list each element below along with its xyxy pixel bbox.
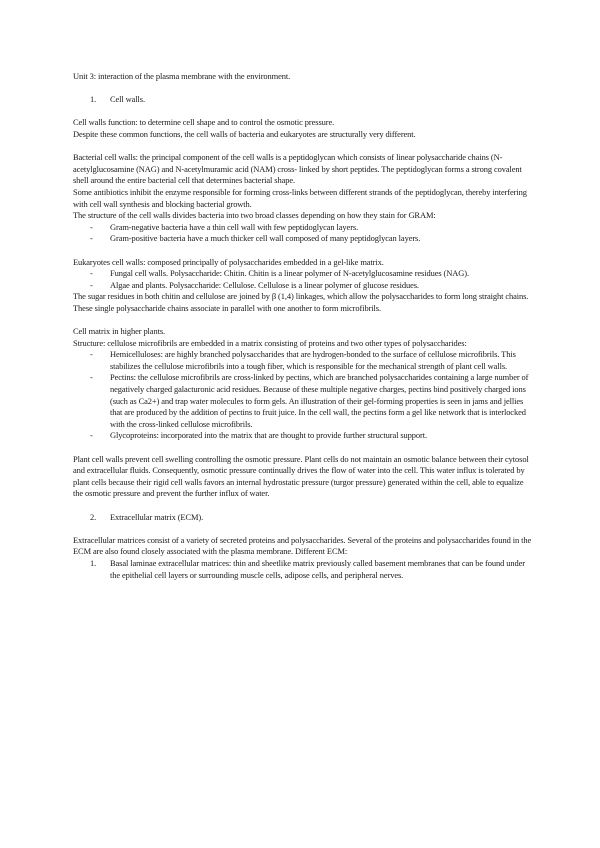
dash-bullet: - — [90, 349, 93, 360]
document-body — [73, 71, 533, 581]
list-item — [73, 372, 533, 430]
list-item — [73, 280, 533, 292]
paragraph-plant-osmotic: Plant cell walls prevent cell swelling controlling the osmotic pressure. Plant cells do not maintain an osmotic balance between their cytosol and extracellular fluids. Consequently, osmotic pressure continually drives the flow of water into the cell. This water influx is tolerated by plant cells because their rigid cell walls favors an internal hydrostatic pressure (turgor pressure) generated within the cell, able to equalize the osmotic pressure and prevent the further influx of water. — [73, 453, 529, 499]
list-item-text: Algae and plants. Polysaccharide: Cellulose. Cellulose is a linear polymer of glucose residues. — [110, 279, 419, 290]
item-number: 1. — [90, 557, 97, 568]
list-item-text: Gram-positive bacteria have a much thicker cell wall composed of many peptidoglycan layers. — [110, 233, 421, 244]
list-item-text: Pectins: the cellulose microfibrils are cross-linked by pectins, which are branched polysaccharides containing a large number of negatively charged galacturonic acid residues. Because of these multiple negative charges, pectins bind positively charged ions (such as Ca2+) and trap water molecules to form gels. An illustration of their gel-forming properties is seen in jams and jellies that are produced by the addition of pectins to fruit juice. In the cell wall, the pectins form a gel like network that is interlocked with the cross-linked cellulose microfibrils. — [110, 372, 529, 429]
list-item-text: Fungal cell walls. Polysaccharide: Chitin. Chitin is a linear polymer of N-acetylglucosamine residues (NAG). — [110, 268, 469, 279]
paragraph-eukaryotes: Eukaryotes cell walls: composed principally of polysaccharides embedded in a gel-like matrix. — [73, 256, 384, 267]
paragraph-cell-matrix-heading: Cell matrix in higher plants. — [73, 326, 166, 337]
gram-list — [73, 222, 533, 245]
paragraph-cw-despite: Despite these common functions, the cell walls of bacteria and eukaryotes are structurally very different. — [73, 128, 416, 139]
section-number: 2. — [90, 511, 97, 522]
section-heading-cell-walls — [73, 94, 533, 106]
list-item-text: Hemicelluloses: are highly branched polysaccharides that are hydrogen-bonded to the surface of cellulose microfibrils. This stabilizes the cellulose microfibrils into a tough fiber, which is responsible for the mechanical strength of plant cell walls. — [110, 349, 516, 371]
list-item-text: Glycoproteins: incorporated into the matrix that are thought to provide further structural support. — [110, 430, 427, 441]
list-item — [73, 430, 533, 442]
section-title: Extracellular matrix (ECM). — [110, 511, 204, 522]
section-number: 1. — [90, 94, 97, 105]
list-item — [73, 349, 533, 372]
document-title: Unit 3: interaction of the plasma membrane with the environment. — [73, 71, 291, 81]
eukaryote-list — [73, 268, 533, 291]
dash-bullet: - — [90, 268, 93, 279]
list-item-text: Gram-negative bacteria have a thin cell wall with few peptidoglycan layers. — [110, 221, 359, 232]
paragraph-structure-matrix: Structure: cellulose microfibrils are embedded in a matrix consisting of proteins and two other types of polysaccharides: — [73, 337, 467, 348]
paragraph-antibiotics: Some antibiotics inhibit the enzyme responsible for forming cross-links between different strands of the peptidoglycan, thereby interfering with cell wall synthesis and blocking bacterial growth. — [73, 186, 527, 209]
dash-bullet: - — [90, 372, 93, 383]
matrix-list — [73, 349, 533, 442]
paragraph-sugar-residues: The sugar residues in both chitin and cellulose are joined by β (1,4) linkages, which allow the polysaccharides to form long straight chains. These single polysaccharide chains associate in parallel with one another to form microfibrils. — [73, 291, 529, 313]
dash-bullet: - — [90, 233, 93, 244]
item-text: Basal laminae extracellular matrices: thin and sheetlike matrix previously called basement membranes that can be found under the epithelial cell layers or surrounding muscle cells, adipose cells, and peripheral nerves. — [110, 557, 525, 580]
paragraph-ecm-intro: Extracellular matrices consist of a variety of secreted proteins and polysaccharides. Several of the proteins and polysaccharides found in the ECM are also found closely associated with the plasma membrane. Different ECM: — [73, 534, 532, 557]
section-heading-ecm — [73, 512, 533, 524]
dash-bullet: - — [90, 279, 93, 290]
list-item — [73, 233, 533, 245]
list-item — [73, 268, 533, 280]
paragraph-cw-function: Cell walls function: to determine cell shape and to control the osmotic pressure. — [73, 117, 335, 128]
numbered-item-basal-laminae — [73, 558, 533, 581]
list-item — [73, 222, 533, 234]
paragraph-structure-gram: The structure of the cell walls divides bacteria into two broad classes depending on how they stain for GRAM: — [73, 210, 436, 221]
paragraph-bacterial: Bacterial cell walls: the principal component of the cell walls is a peptidoglycan which consists of linear polysaccharide chains (N- acetylglucosamine (NAG) and N-acetylmuramic acid (NAM) cross- linked by short peptides. The peptidoglycan forms a strong covalent shell around the entire bacterial cell that determines bacterial shape. — [73, 152, 522, 186]
dash-bullet: - — [90, 221, 93, 232]
dash-bullet: - — [90, 430, 93, 441]
section-title: Cell walls. — [110, 94, 145, 105]
